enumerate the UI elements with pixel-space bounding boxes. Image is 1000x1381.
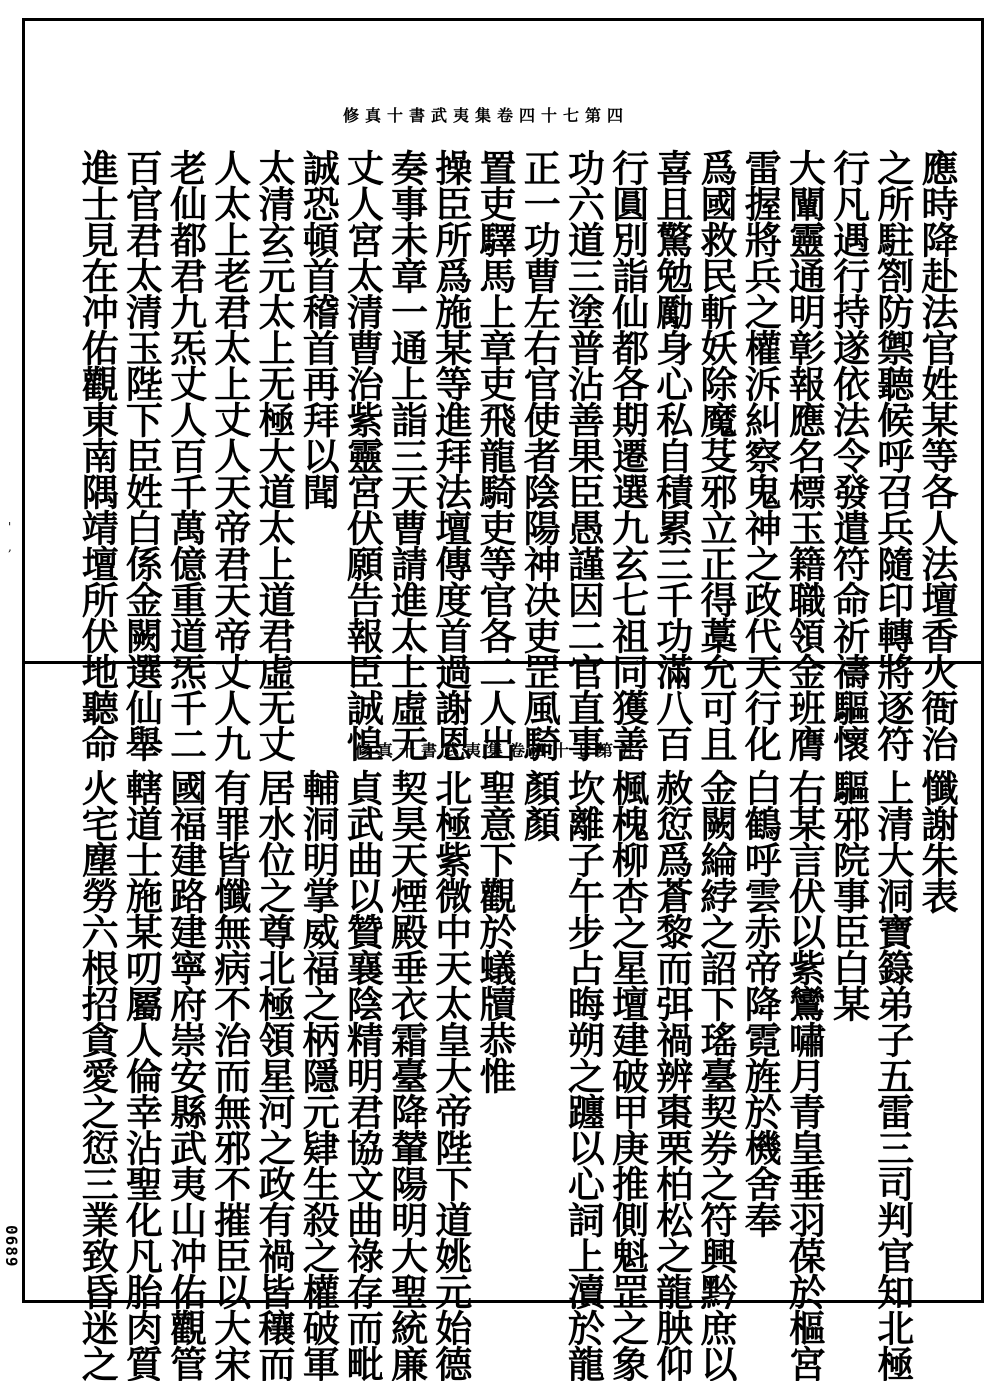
- page-number: 0689: [2, 1225, 21, 1268]
- page-frame: [22, 18, 984, 1381]
- text-column: 北極紫微中天太皇大帝陛下道姚元始德: [428, 769, 473, 1381]
- text-column: 赦愆爲蒼黎而弭禍辨棗栗柏松之龍胦仰: [649, 769, 694, 1381]
- text-column: 爲國救民斬妖除魔芟邪立正得藁允可且: [694, 149, 738, 761]
- top-header: 修真十書武夷集卷四十七第四: [343, 106, 630, 125]
- text-column: 楓槐柳杏之星壇建破甲庚推側魁罡之象: [605, 769, 650, 1381]
- text-column: 之所駐劄防禦聽候呼召兵隨印轉將逐符: [870, 149, 915, 761]
- text-column: 聖意下觀於蟻牘恭惟: [473, 769, 517, 1093]
- text-column: 行凡遇行持遂依法令發遣符命祈禱驅懷: [826, 149, 871, 761]
- margin-mark: ': [8, 520, 12, 534]
- text-column: 行圓別詣仙都各期遷選九玄七祖同獲善: [605, 149, 650, 761]
- text-column: 契昊天煙殿垂衣霜臺降輦陽明大聖統廉: [384, 769, 429, 1381]
- text-column: 百官君太清玉陛下臣姓白係金闕選仙舉: [119, 149, 164, 761]
- text-column: 有罪皆懺無病不治而無邪不摧臣以大宋: [207, 769, 252, 1381]
- text-column: 金闕綸綍之詔下瑤臺契券之符興黔庶以: [694, 769, 738, 1381]
- text-column: 右某言伏以紫鸞嘯月青皇垂羽葆於樞宮: [782, 769, 827, 1381]
- text-column: 奏事未章一通上詣三天曹請進太上虛无: [384, 149, 429, 761]
- text-column: 進士見在冲佑觀東南隅靖壇所伏地聽命: [75, 149, 120, 761]
- text-column: 火宅塵勞六根招貪愛之愆三業致昏迷之: [75, 769, 120, 1381]
- text-column: 功六道三塗普沾善果臣愚謹因二官直事: [561, 149, 606, 761]
- text-column: 雷握將兵之權泝糾察鬼神之政代天行化: [738, 149, 783, 761]
- text-column: 人太上老君太上丈人天帝君天帝丈人九: [207, 149, 252, 761]
- text-column: 驅邪院事臣白某: [826, 769, 871, 1021]
- margin-mark: ,: [8, 540, 12, 554]
- text-column: 正一功曹左右官使者陰陽神决吏罡風騎: [517, 149, 562, 761]
- bottom-header: 修真十書武夷集卷四十七第五: [355, 741, 642, 760]
- text-column: 上清大洞寶籙弟子五雷三司判官知北極: [870, 769, 915, 1381]
- text-column: 喜且驚勉勵身心私自積累三千功滿八百: [649, 149, 694, 761]
- text-column: 白鶴呼雲赤帝降霓旌於機舍奉: [738, 769, 783, 1237]
- text-column: 大闡靈通明彰報應名標玉籍職領金班膺: [782, 149, 827, 761]
- text-column: 貞武曲以贊襄陰精明君協文曲祿存而毗: [340, 769, 385, 1381]
- text-column: 丈人宮太清曹治紫靈宮伏願告報臣誠惶: [340, 149, 385, 761]
- text-column: 國福建路建寧府崇安縣武夷山冲佑觀管: [163, 769, 208, 1381]
- text-column: 懺謝朱表: [915, 769, 959, 913]
- text-column: 操臣所爲施某等進拜法壇傳度首過謝恩: [428, 149, 473, 761]
- bottom-panel: [25, 664, 981, 1381]
- text-column: 置吏驛馬上章吏飛龍騎吏等官各二人出: [473, 149, 517, 761]
- text-column: 應時降赴法官姓某等各人法壇香火衙治: [915, 149, 959, 761]
- text-column: 誠恐頓首稽首再拜以聞: [296, 149, 341, 509]
- text-column: 老仙都君九炁丈人百千萬億重道炁千二: [163, 149, 208, 761]
- text-column: 太清玄元太上无極大道太上道君虛无丈: [252, 149, 296, 761]
- text-column: 輔洞明掌威福之柄隱元肄生殺之權破軍: [296, 769, 341, 1381]
- text-column: 坎離子午步占晦朔之躔以心詞上瀆於龍: [561, 769, 606, 1381]
- text-column: 顏顏: [517, 769, 562, 841]
- text-column: 轄道士施某叨屬人倫幸沾聖化凡胎肉質: [119, 769, 164, 1381]
- text-column: 居水位之尊北極領星河之政有禍皆穰而: [252, 769, 296, 1381]
